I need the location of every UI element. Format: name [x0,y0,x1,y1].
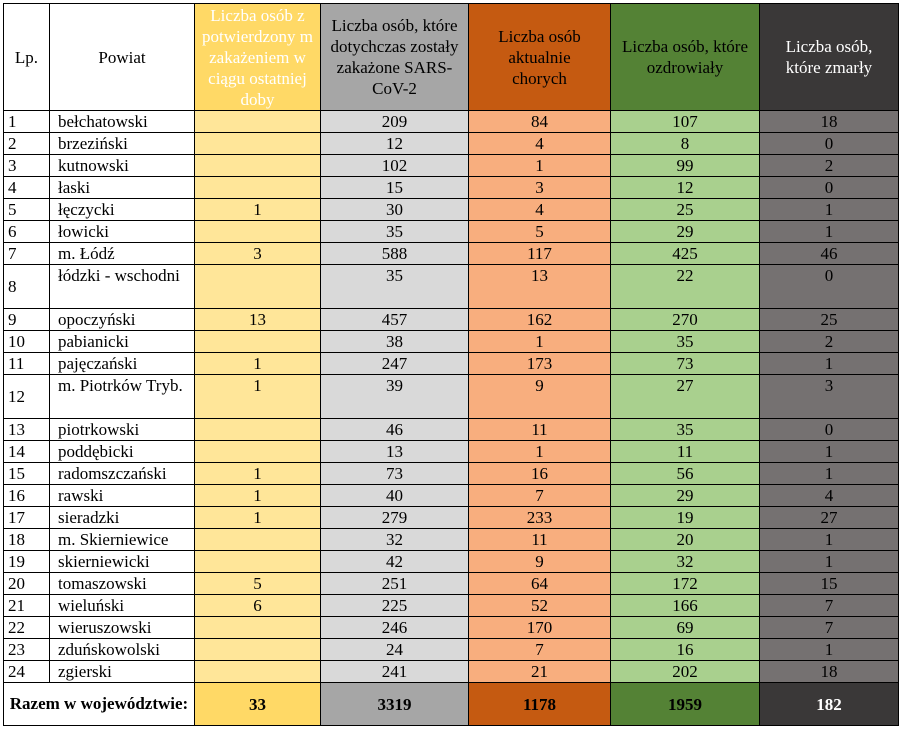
header-powiat: Powiat [50,4,195,111]
header-currently-sick: Liczba osób aktualnie chorych [469,4,611,111]
recovered-cell: 172 [611,573,760,595]
table-row [4,573,899,595]
deaths-cell: 1 [760,441,899,463]
recovered-cell: 32 [611,551,760,573]
currently-sick-cell: 52 [469,595,611,617]
deaths-cell: 15 [760,573,899,595]
district-name: kutnowski [50,155,195,177]
new-cases-cell: 1 [195,485,321,507]
new-cases-cell: 1 [195,375,321,419]
recovered-cell: 16 [611,639,760,661]
table-row [4,375,899,419]
row-number: 7 [4,243,50,265]
row-number: 10 [4,331,50,353]
table-row [4,551,899,573]
new-cases-cell: 5 [195,573,321,595]
deaths-cell: 0 [760,133,899,155]
deaths-cell: 1 [760,551,899,573]
district-name: łowicki [50,221,195,243]
currently-sick-cell: 7 [469,485,611,507]
row-number: 3 [4,155,50,177]
district-name: zgierski [50,661,195,683]
total-cases-cell: 12 [321,133,469,155]
deaths-cell: 1 [760,463,899,485]
total-cases-cell: 73 [321,463,469,485]
district-name: pabianicki [50,331,195,353]
deaths-cell: 1 [760,221,899,243]
table-row [4,155,899,177]
recovered-cell: 11 [611,441,760,463]
table-row [4,441,899,463]
table-row [4,265,899,309]
total-cases-cell: 24 [321,639,469,661]
recovered-cell: 166 [611,595,760,617]
currently-sick-cell: 7 [469,639,611,661]
new-cases-cell: 1 [195,199,321,221]
recovered-cell: 35 [611,419,760,441]
new-cases-cell [195,639,321,661]
deaths-cell: 1 [760,199,899,221]
row-number: 14 [4,441,50,463]
header-lp: Lp. [4,4,50,111]
currently-sick-cell: 173 [469,353,611,375]
deaths-cell: 27 [760,507,899,529]
recovered-cell: 25 [611,199,760,221]
total-cases-cell: 247 [321,353,469,375]
row-number: 22 [4,617,50,639]
district-name: łęczycki [50,199,195,221]
district-name: tomaszowski [50,573,195,595]
row-number: 1 [4,111,50,133]
table-row [4,529,899,551]
header-deaths: Liczba osób, które zmarły [760,4,899,111]
currently-sick-cell: 162 [469,309,611,331]
district-name: brzeziński [50,133,195,155]
table-row [4,595,899,617]
currently-sick-cell: 3 [469,177,611,199]
table-row [4,507,899,529]
deaths-cell: 18 [760,661,899,683]
recovered-cell: 425 [611,243,760,265]
currently-sick-cell: 1 [469,441,611,463]
deaths-cell: 0 [760,177,899,199]
row-number: 19 [4,551,50,573]
deaths-cell: 1 [760,639,899,661]
district-name: opoczyński [50,309,195,331]
district-name: łaski [50,177,195,199]
summary-deaths: 182 [760,683,899,726]
total-cases-cell: 38 [321,331,469,353]
recovered-cell: 73 [611,353,760,375]
recovered-cell: 20 [611,529,760,551]
district-name: wieruszowski [50,617,195,639]
row-number: 20 [4,573,50,595]
row-number: 23 [4,639,50,661]
table-row [4,177,899,199]
currently-sick-cell: 1 [469,331,611,353]
new-cases-cell [195,155,321,177]
total-cases-cell: 246 [321,617,469,639]
table-row [4,485,899,507]
district-name: m. Skierniewice [50,529,195,551]
table-row [4,661,899,683]
total-cases-cell: 588 [321,243,469,265]
total-cases-cell: 13 [321,441,469,463]
table-row [4,243,899,265]
row-number: 2 [4,133,50,155]
row-number: 11 [4,353,50,375]
district-name: sieradzki [50,507,195,529]
currently-sick-cell: 9 [469,375,611,419]
currently-sick-cell: 117 [469,243,611,265]
summary-label: Razem w województwie: [4,683,195,726]
header-total-cases: Liczba osób, które dotychczas zostały zakażone SARS-CoV-2 [321,4,469,111]
recovered-cell: 56 [611,463,760,485]
table-row [4,617,899,639]
row-number: 8 [4,265,50,309]
currently-sick-cell: 64 [469,573,611,595]
new-cases-cell [195,177,321,199]
table-body [4,111,899,683]
district-name: poddębicki [50,441,195,463]
currently-sick-cell: 11 [469,419,611,441]
currently-sick-cell: 11 [469,529,611,551]
new-cases-cell: 1 [195,353,321,375]
table-row [4,111,899,133]
total-cases-cell: 209 [321,111,469,133]
deaths-cell: 7 [760,595,899,617]
summary-row [4,683,899,726]
currently-sick-cell: 16 [469,463,611,485]
district-name: m. Piotrków Tryb. [50,375,195,419]
total-cases-cell: 102 [321,155,469,177]
table-row [4,133,899,155]
recovered-cell: 29 [611,221,760,243]
total-cases-cell: 279 [321,507,469,529]
total-cases-cell: 251 [321,573,469,595]
new-cases-cell: 3 [195,243,321,265]
district-name: rawski [50,485,195,507]
new-cases-cell [195,529,321,551]
table-row [4,463,899,485]
summary-currently-sick: 1178 [469,683,611,726]
deaths-cell: 0 [760,265,899,309]
deaths-cell: 2 [760,155,899,177]
table-row [4,309,899,331]
district-name: m. Łódź [50,243,195,265]
total-cases-cell: 46 [321,419,469,441]
table-row [4,639,899,661]
row-number: 17 [4,507,50,529]
row-number: 13 [4,419,50,441]
currently-sick-cell: 4 [469,199,611,221]
row-number: 15 [4,463,50,485]
summary-new-cases: 33 [195,683,321,726]
recovered-cell: 69 [611,617,760,639]
currently-sick-cell: 5 [469,221,611,243]
total-cases-cell: 457 [321,309,469,331]
row-number: 9 [4,309,50,331]
recovered-cell: 27 [611,375,760,419]
total-cases-cell: 35 [321,221,469,243]
total-cases-cell: 39 [321,375,469,419]
district-name: radomszczański [50,463,195,485]
header-recovered: Liczba osób, które ozdrowiały [611,4,760,111]
currently-sick-cell: 170 [469,617,611,639]
deaths-cell: 46 [760,243,899,265]
deaths-cell: 3 [760,375,899,419]
recovered-cell: 202 [611,661,760,683]
total-cases-cell: 35 [321,265,469,309]
currently-sick-cell: 21 [469,661,611,683]
recovered-cell: 19 [611,507,760,529]
new-cases-cell: 1 [195,463,321,485]
currently-sick-cell: 4 [469,133,611,155]
new-cases-cell [195,661,321,683]
covid-district-table [3,3,899,726]
header-row [4,4,899,111]
new-cases-cell: 1 [195,507,321,529]
row-number: 6 [4,221,50,243]
row-number: 4 [4,177,50,199]
table-row [4,331,899,353]
currently-sick-cell: 233 [469,507,611,529]
district-name: wieluński [50,595,195,617]
district-name: pajęczański [50,353,195,375]
summary-recovered: 1959 [611,683,760,726]
deaths-cell: 18 [760,111,899,133]
total-cases-cell: 42 [321,551,469,573]
recovered-cell: 29 [611,485,760,507]
total-cases-cell: 32 [321,529,469,551]
total-cases-cell: 15 [321,177,469,199]
summary-total-cases: 3319 [321,683,469,726]
district-name: łódzki - wschodni [50,265,195,309]
deaths-cell: 25 [760,309,899,331]
currently-sick-cell: 13 [469,265,611,309]
total-cases-cell: 30 [321,199,469,221]
table-row [4,419,899,441]
new-cases-cell [195,111,321,133]
row-number: 18 [4,529,50,551]
total-cases-cell: 225 [321,595,469,617]
table-row [4,199,899,221]
district-name: skierniewicki [50,551,195,573]
district-name: piotrkowski [50,419,195,441]
row-number: 16 [4,485,50,507]
deaths-cell: 0 [760,419,899,441]
total-cases-cell: 241 [321,661,469,683]
row-number: 5 [4,199,50,221]
header-new-cases: Liczba osób z potwierdzony m zakażeniem w ciągu ostatniej doby [195,4,321,111]
recovered-cell: 270 [611,309,760,331]
new-cases-cell [195,133,321,155]
recovered-cell: 8 [611,133,760,155]
new-cases-cell [195,221,321,243]
recovered-cell: 22 [611,265,760,309]
deaths-cell: 4 [760,485,899,507]
total-cases-cell: 40 [321,485,469,507]
currently-sick-cell: 1 [469,155,611,177]
currently-sick-cell: 84 [469,111,611,133]
recovered-cell: 107 [611,111,760,133]
table-row [4,221,899,243]
row-number: 12 [4,375,50,419]
deaths-cell: 2 [760,331,899,353]
recovered-cell: 99 [611,155,760,177]
table-row [4,353,899,375]
currently-sick-cell: 9 [469,551,611,573]
new-cases-cell: 6 [195,595,321,617]
row-number: 24 [4,661,50,683]
new-cases-cell [195,441,321,463]
new-cases-cell [195,331,321,353]
new-cases-cell [195,265,321,309]
district-name: bełchatowski [50,111,195,133]
new-cases-cell [195,551,321,573]
recovered-cell: 35 [611,331,760,353]
recovered-cell: 12 [611,177,760,199]
deaths-cell: 1 [760,529,899,551]
new-cases-cell [195,419,321,441]
new-cases-cell: 13 [195,309,321,331]
deaths-cell: 1 [760,353,899,375]
new-cases-cell [195,617,321,639]
district-name: zduńskowolski [50,639,195,661]
row-number: 21 [4,595,50,617]
deaths-cell: 7 [760,617,899,639]
